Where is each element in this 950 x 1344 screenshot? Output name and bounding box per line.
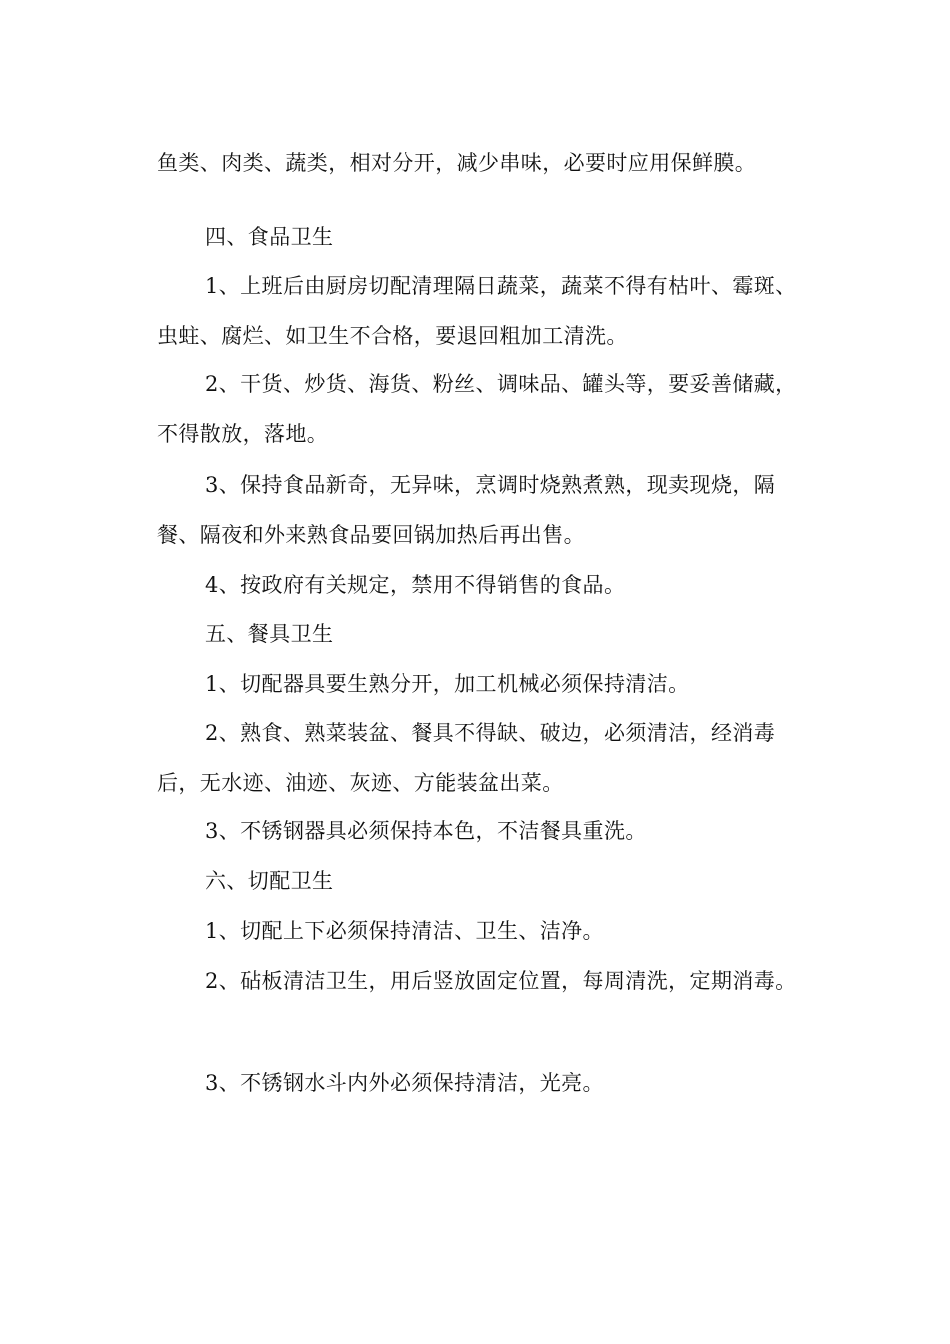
paragraph-food-3: 3、保持食品新奇，无异味，烹调时烧熟煮熟，现卖现烧，隔餐、隔夜和外来熟食品要回锅加热后再出售。 — [157, 473, 776, 547]
paragraph-cutting-1: 1、切配上下必须保持清洁、卫生、洁净。 — [205, 919, 604, 943]
heading-food-hygiene: 四、食品卫生 — [205, 225, 334, 249]
heading-tableware-hygiene: 五、餐具卫生 — [205, 622, 334, 646]
paragraph-cutting-3: 3、不锈钢水斗内外必须保持清洁，光亮。 — [205, 1071, 604, 1095]
paragraph-food-4: 4、按政府有关规定，禁用不得销售的食品。 — [205, 573, 626, 597]
paragraph-food-1: 1、上班后由厨房切配清理隔日蔬菜，蔬菜不得有枯叶、霉斑、虫蛀、腐烂、如卫生不合格，要退回粗加工清洗。 — [157, 274, 797, 348]
paragraph-tableware-1: 1、切配器具要生熟分开，加工机械必须保持清洁。 — [205, 672, 690, 696]
paragraph-tableware-3: 3、不锈钢器具必须保持本色，不洁餐具重洗。 — [205, 819, 647, 843]
paragraph-fish-meat-veg: 鱼类、肉类、蔬类，相对分开，减少串味，必要时应用保鲜膜。 — [157, 151, 757, 175]
paragraph-tableware-2: 2、熟食、熟菜装盆、餐具不得缺、破边，必须清洁，经消毒后，无水迹、油迹、灰迹、方能装盆出菜。 — [157, 721, 776, 795]
heading-cutting-hygiene: 六、切配卫生 — [205, 869, 334, 893]
paragraph-cutting-2: 2、砧板清洁卫生，用后竖放固定位置，每周清洗，定期消毒。 — [205, 969, 797, 993]
paragraph-food-2: 2、干货、炒货、海货、粉丝、调味品、罐头等，要妥善储藏，不得散放，落地。 — [157, 372, 797, 446]
